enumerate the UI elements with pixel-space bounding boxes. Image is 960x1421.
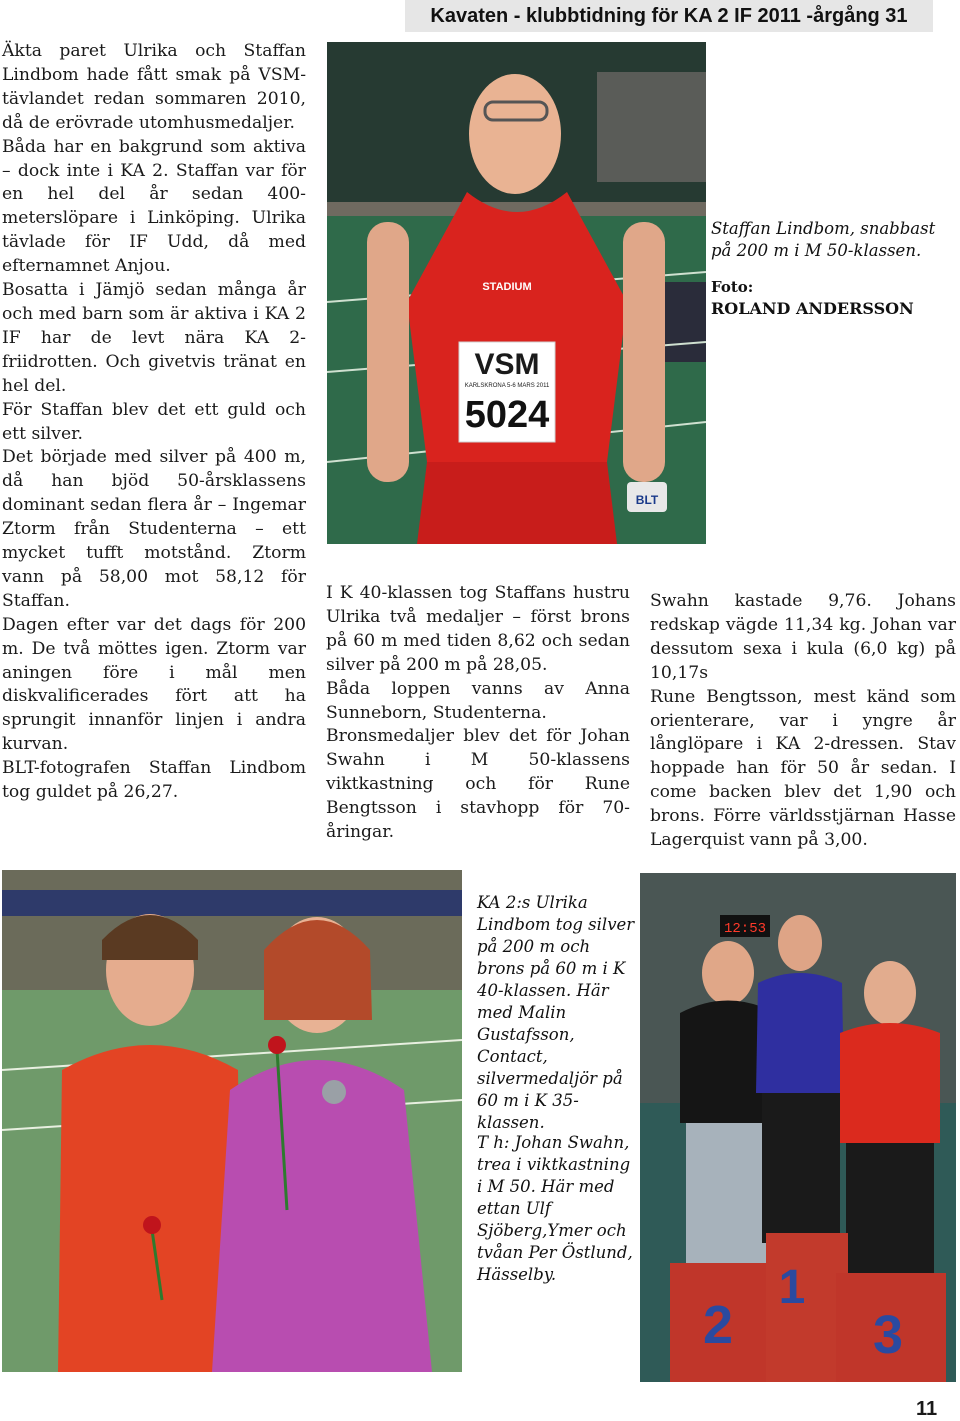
page-number: 11 xyxy=(916,1398,938,1420)
photo-credit-label: Foto: xyxy=(711,278,754,296)
podium-third-label: 3 xyxy=(872,1305,904,1365)
paragraph: Det började med silver på 400 m, då han bjöd 50-årsklassens dominant sedan flera år – Ingemar Ztorm från Studenterna – ett mycket tufft motstånd. Ztorm vann på 58,00 mot 58,12 för Staffan. xyxy=(2,447,306,611)
paragraph: Båda har en bakgrund som aktiva – dock inte i KA 2. Staffan var för en hel del år sedan 400-meterslöpare i Linköping. Ulrika tävlade för IF Udd, då med efternamnet Anjou. xyxy=(2,136,306,277)
podium-second-label: 2 xyxy=(702,1295,734,1355)
paragraph: Dagen efter var det dags för 200 m. De två möttes igen. Ztorm var aningen före i mål men diskvalificerades fört att ha sprungit innanför linjen i andra kurvan. xyxy=(2,614,306,755)
paragraph: Rune Bengtsson, mest känd som orienterare, var i yngre år långlöpare i KA 2-dressen. Stav hoppade han för 50 år sedan. I come backen blev det 1,90 och brons. Förre världsstjärnan Hasse Lagerquist vann på 3,00. xyxy=(650,686,956,851)
scoreboard-time: 12:53 xyxy=(723,921,767,937)
bib-number: 5024 xyxy=(464,394,550,436)
photo-caption-women: KA 2:s Ulrika Lindbom tog silver på 200 m och brons på 60 m i K 40-klassen. Här med Malin Gustafsson, Contact, silvermedaljör på 60 m i K 35-klassen. xyxy=(477,893,635,1132)
paragraph: För Staffan blev det ett guld och ett silver. xyxy=(2,399,306,444)
photo-staffan-lindbom xyxy=(327,42,706,544)
paragraph: BLT-fotografen Staffan Lindbom tog guldet på 26,27. xyxy=(2,758,306,803)
paragraph: Båda loppen vanns av Anna Sunneborn, Studenterna. xyxy=(326,678,630,723)
tape-label: BLT xyxy=(635,493,659,507)
bib-label: VSM xyxy=(474,348,540,381)
photo-medalists-women xyxy=(2,870,462,1372)
article-column-middle xyxy=(326,582,630,845)
paragraph: Swahn kastade 9,76. Johans redskap vägde 11,34 kg. Johan var dessutom sexa i kula (6,0 kg) på 10,17s xyxy=(650,591,956,683)
page-header: Kavaten - klubbtidning för KA 2 IF 2011 -årgång 31 xyxy=(405,0,933,32)
jersey-brand: STADIUM xyxy=(482,281,532,293)
article-column-left xyxy=(2,40,306,805)
photo-podium xyxy=(640,873,956,1382)
photo-caption-podium: T h: Johan Swahn, trea i viktkastning i M 50. Här med ettan Ulf Sjöberg,Ymer och tvåan Per Östlund, Hässelby. xyxy=(477,1133,633,1284)
paragraph: I K 40-klassen tog Staffans hustru Ulrika två medaljer – först brons på 60 m med tiden 8,62 och sedan silver på 200 m på 28,05. xyxy=(326,583,630,675)
article-column-right xyxy=(650,590,956,853)
paragraph: Äkta paret Ulrika och Staffan Lindbom hade fått smak på VSM-tävlandet redan sommaren 2010, då de erövrade utomhusmedaljer. xyxy=(2,41,306,133)
photo-caption-top xyxy=(711,218,951,320)
paragraph: Bronsmedaljer blev det för Johan Swahn i M 50-klassens viktkastning och för Rune Bengtsson i stavhopp för 70-åringar. xyxy=(326,726,630,843)
photo-credit-name: ROLAND ANDERSSON xyxy=(711,299,914,318)
podium-first-label: 1 xyxy=(778,1261,806,1314)
paragraph: Bosatta i Jämjö sedan många år och med barn som är aktiva i KA 2 IF har de levt nära KA 2-friidrotten. Och givetvis tränat en hel del. xyxy=(2,280,306,396)
caption-text: Staffan Lindbom, snabbast på 200 m i M 50-klassen. xyxy=(711,219,936,260)
bib-event: KARLSKRONA 5-6 MARS 2011 xyxy=(464,383,550,389)
